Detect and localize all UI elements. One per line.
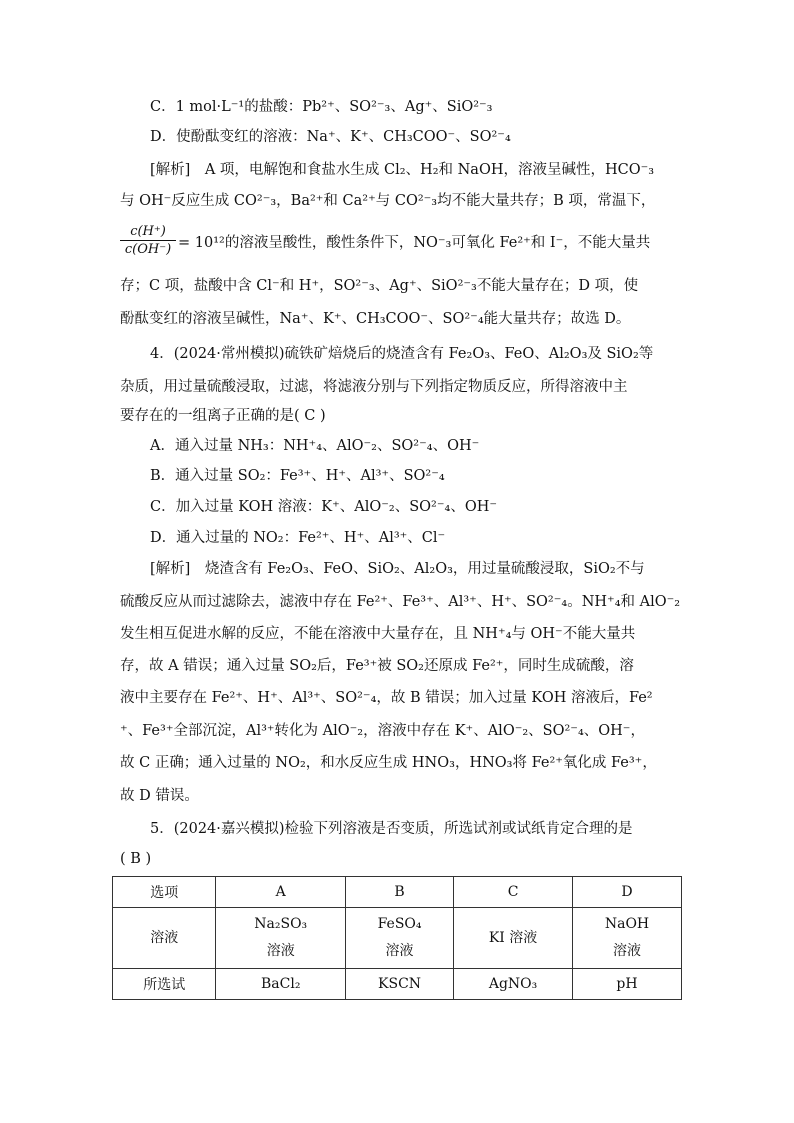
analysis-3-line-5: 酚酞变红的溶液呈碱性，Na⁺、K⁺、CH₃COO⁻、SO²⁻₄能大量共存；故选 D。 [120, 311, 631, 327]
cell-line: 溶液 [266, 943, 295, 959]
table-header-cell: C [454, 877, 573, 908]
table-cell [454, 908, 573, 969]
cell-line: NaOH [604, 916, 650, 932]
analysis-4-line-7: 故 C 正确；通入过量的 NO₂，和水反应生成 HNO₃，HNO₃将 Fe²⁺氧化成 Fe³⁺， [120, 755, 657, 771]
ratio-fraction [120, 224, 176, 257]
fraction-denominator: c(OH⁻) [124, 242, 172, 257]
analysis-4-line-3: 发生相互促进水解的反应，不能在溶液中大量存在，且 NH⁺₄与 OH⁻不能大量共 [120, 626, 636, 642]
q4-option-a: A．通入过量 NH₃：NH⁺₄、AlO⁻₂、SO²⁻₄、OH⁻ [150, 438, 480, 454]
table-cell [216, 908, 346, 969]
table-cell [573, 908, 682, 969]
table-header-row [113, 877, 682, 908]
fraction-bar [120, 240, 176, 241]
question-4-line-1: 4．(2024·常州模拟)硫铁矿焙烧后的烧渣含有 Fe₂O₃、FeO、Al₂O₃及 SiO₂等 [150, 346, 654, 362]
q4-option-d: D．通入过量的 NO₂：Fe²⁺、H⁺、Al³⁺、Cl⁻ [150, 530, 446, 546]
analysis-4-line-4: 存，故 A 错误；通入过量 SO₂后，Fe³⁺被 SO₂还原成 Fe²⁺，同时生成硫酸，溶 [120, 658, 634, 674]
cell-line: FeSO₄ [377, 916, 422, 932]
q4-option-b: B．通入过量 SO₂：Fe³⁺、H⁺、Al³⁺、SO²⁻₄ [150, 468, 445, 484]
option-c-line: C．1 mol·L⁻¹的盐酸：Pb²⁺、SO²⁻₃、Ag⁺、SiO²⁻₃ [150, 99, 493, 115]
analysis-3-line-3: = 10¹²的溶液呈酸性，酸性条件下，NO⁻₃可氧化 Fe²⁺和 I⁻，不能大量共 [178, 235, 651, 251]
table-header-cell: D [573, 877, 682, 908]
analysis-4-line-8: 故 D 错误。 [120, 788, 199, 804]
analysis-4-line-5: 液中主要存在 Fe²⁺、H⁺、Al³⁺、SO²⁻₄，故 B 错误；加入过量 KOH 溶液后，Fe² [120, 690, 653, 706]
table-cell: AgNO₃ [454, 969, 573, 1000]
table-header-cell: 选项 [113, 877, 216, 908]
table-row [113, 969, 682, 1000]
question-5-line-1: 5．(2024·嘉兴模拟)检验下列溶液是否变质，所选试剂或试纸肯定合理的是 [150, 821, 633, 837]
reagent-table [112, 876, 682, 1000]
table-row-label: 溶液 [113, 908, 216, 969]
analysis-3-line-4: 存；C 项，盐酸中含 Cl⁻和 H⁺，SO²⁻₃、Ag⁺、SiO²⁻₃不能大量存在；D 项，使 [120, 278, 639, 294]
table-row-label: 所选试 [113, 969, 216, 1000]
question-4-line-3: 要存在的一组离子正确的是( C ) [120, 408, 326, 424]
fraction-numerator: c(H⁺) [130, 224, 166, 239]
cell-line: Na₂SO₃ [254, 916, 308, 932]
question-5-line-2: ( B ) [120, 851, 152, 867]
table-cell: KSCN [346, 969, 454, 1000]
table-cell: pH [573, 969, 682, 1000]
option-d-line: D．使酚酞变红的溶液：Na⁺、K⁺、CH₃COO⁻、SO²⁻₄ [150, 129, 511, 145]
cell-line: 溶液 [613, 943, 641, 959]
table-cell [346, 908, 454, 969]
analysis-4-line-2: 硫酸反应从而过滤除去，滤液中存在 Fe²⁺、Fe³⁺、Al³⁺、H⁺、SO²⁻₄。NH⁺₄和 AlO⁻₂ [120, 594, 681, 610]
table-header-cell: B [346, 877, 454, 908]
analysis-4-line-1: [解析] 烧渣含有 Fe₂O₃、FeO、SiO₂、Al₂O₃，用过量硫酸浸取，SiO₂不与 [150, 561, 645, 577]
analysis-3-line-2: 与 OH⁻反应生成 CO²⁻₃，Ba²⁺和 Ca²⁺与 CO²⁻₃均不能大量共存；B 项，常温下， [120, 193, 656, 209]
q4-option-c: C．加入过量 KOH 溶液：K⁺、AlO⁻₂、SO²⁻₄、OH⁻ [150, 499, 498, 515]
table-header-cell: A [216, 877, 346, 908]
analysis-4-line-6: ⁺、Fe³⁺全部沉淀，Al³⁺转化为 AlO⁻₂，溶液中存在 K⁺、AlO⁻₂、SO²⁻₄、OH⁻， [120, 723, 645, 739]
question-4-line-2: 杂质，用过量硫酸浸取，过滤，将滤液分别与下列指定物质反应，所得溶液中主 [120, 379, 628, 395]
cell-line: KI 溶液 [488, 929, 538, 946]
cell-line: 溶液 [385, 943, 414, 959]
table-row [113, 908, 682, 969]
analysis-3-line-1: [解析] A 项，电解饱和食盐水生成 Cl₂、H₂和 NaOH，溶液呈碱性，HCO⁻₃ [150, 162, 655, 178]
table-cell: BaCl₂ [216, 969, 346, 1000]
